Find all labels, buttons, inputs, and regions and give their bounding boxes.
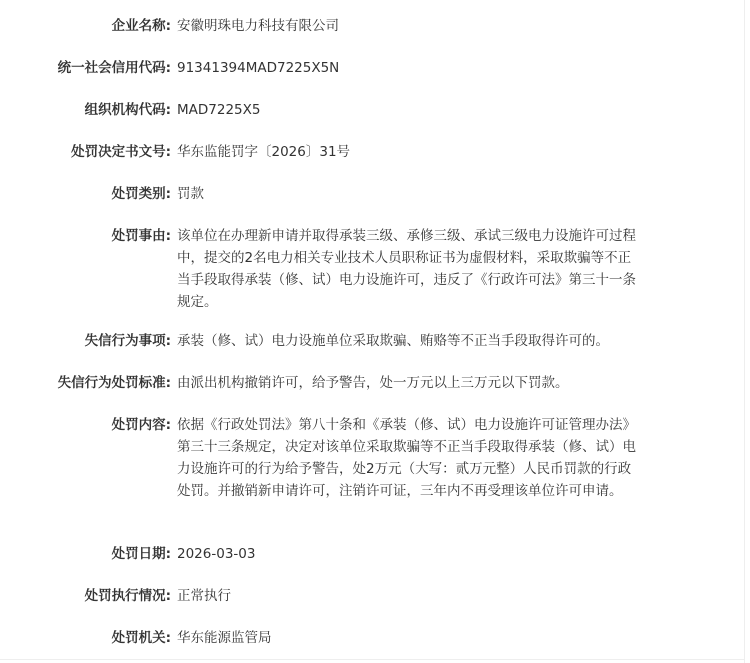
frame-bottom-border — [0, 659, 745, 660]
dishonest-standard-label: 失信行为处罚标准: — [57, 375, 171, 391]
authority-label: 处罚机关: — [111, 630, 171, 646]
execution-status-label: 处罚执行情况: — [84, 588, 171, 604]
penalty-type-label: 处罚类别: — [111, 186, 171, 202]
penalty-reason-label: 处罚事由: — [111, 228, 171, 244]
execution-status-value: 正常执行 — [177, 588, 231, 604]
dishonest-behavior-label: 失信行为事项: — [84, 333, 171, 349]
frame-right-border — [744, 0, 745, 663]
decision-no-label: 处罚决定书文号: — [71, 144, 171, 160]
company-name-value: 安徽明珠电力科技有限公司 — [177, 18, 339, 34]
authority-value: 华东能源监管局 — [177, 630, 272, 646]
org-code-label: 组织机构代码: — [84, 102, 171, 118]
decision-no-value: 华东监能罚字〔2026〕31号 — [177, 144, 351, 160]
penalty-date-value: 2026-03-03 — [177, 546, 256, 562]
dishonest-standard-value: 由派出机构撤销许可，给予警告，处一万元以上三万元以下罚款。 — [177, 375, 569, 391]
credit-code-label: 统一社会信用代码: — [57, 60, 171, 76]
penalty-reason-value: 该单位在办理新申请并取得承装三级、承修三级、承试三级电力设施许可过程中，提交的2名电力相关专业技术人员职称证书为虚假材料，采取欺骗等不正当手段取得承装（修、试）电力设施许可，违反了《行政许可法》第三十一条规定。 — [177, 228, 636, 310]
penalty-type-value: 罚款 — [177, 186, 204, 202]
org-code-value: MAD7225X5 — [177, 102, 261, 118]
company-name-label: 企业名称: — [111, 18, 171, 34]
penalty-content-label: 处罚内容: — [111, 417, 171, 433]
dishonest-behavior-value: 承装（修、试）电力设施单位采取欺骗、贿赂等不正当手段取得许可的。 — [177, 333, 609, 349]
penalty-date-label: 处罚日期: — [111, 546, 171, 562]
credit-code-value: 91341394MAD7225X5N — [177, 60, 340, 76]
penalty-content-value: 依据《行政处罚法》第八十条和《承装（修、试）电力设施许可证管理办法》第三十三条规定，决定对该单位采取欺骗等不正当手段取得承装（修、试）电力设施许可的行为给予警告，处2万元（大写：贰万元整）人民币罚款的行政处罚。并撤销新申请许可，注销许可证，三年内不再受理该单位许可申请。 — [177, 417, 636, 499]
